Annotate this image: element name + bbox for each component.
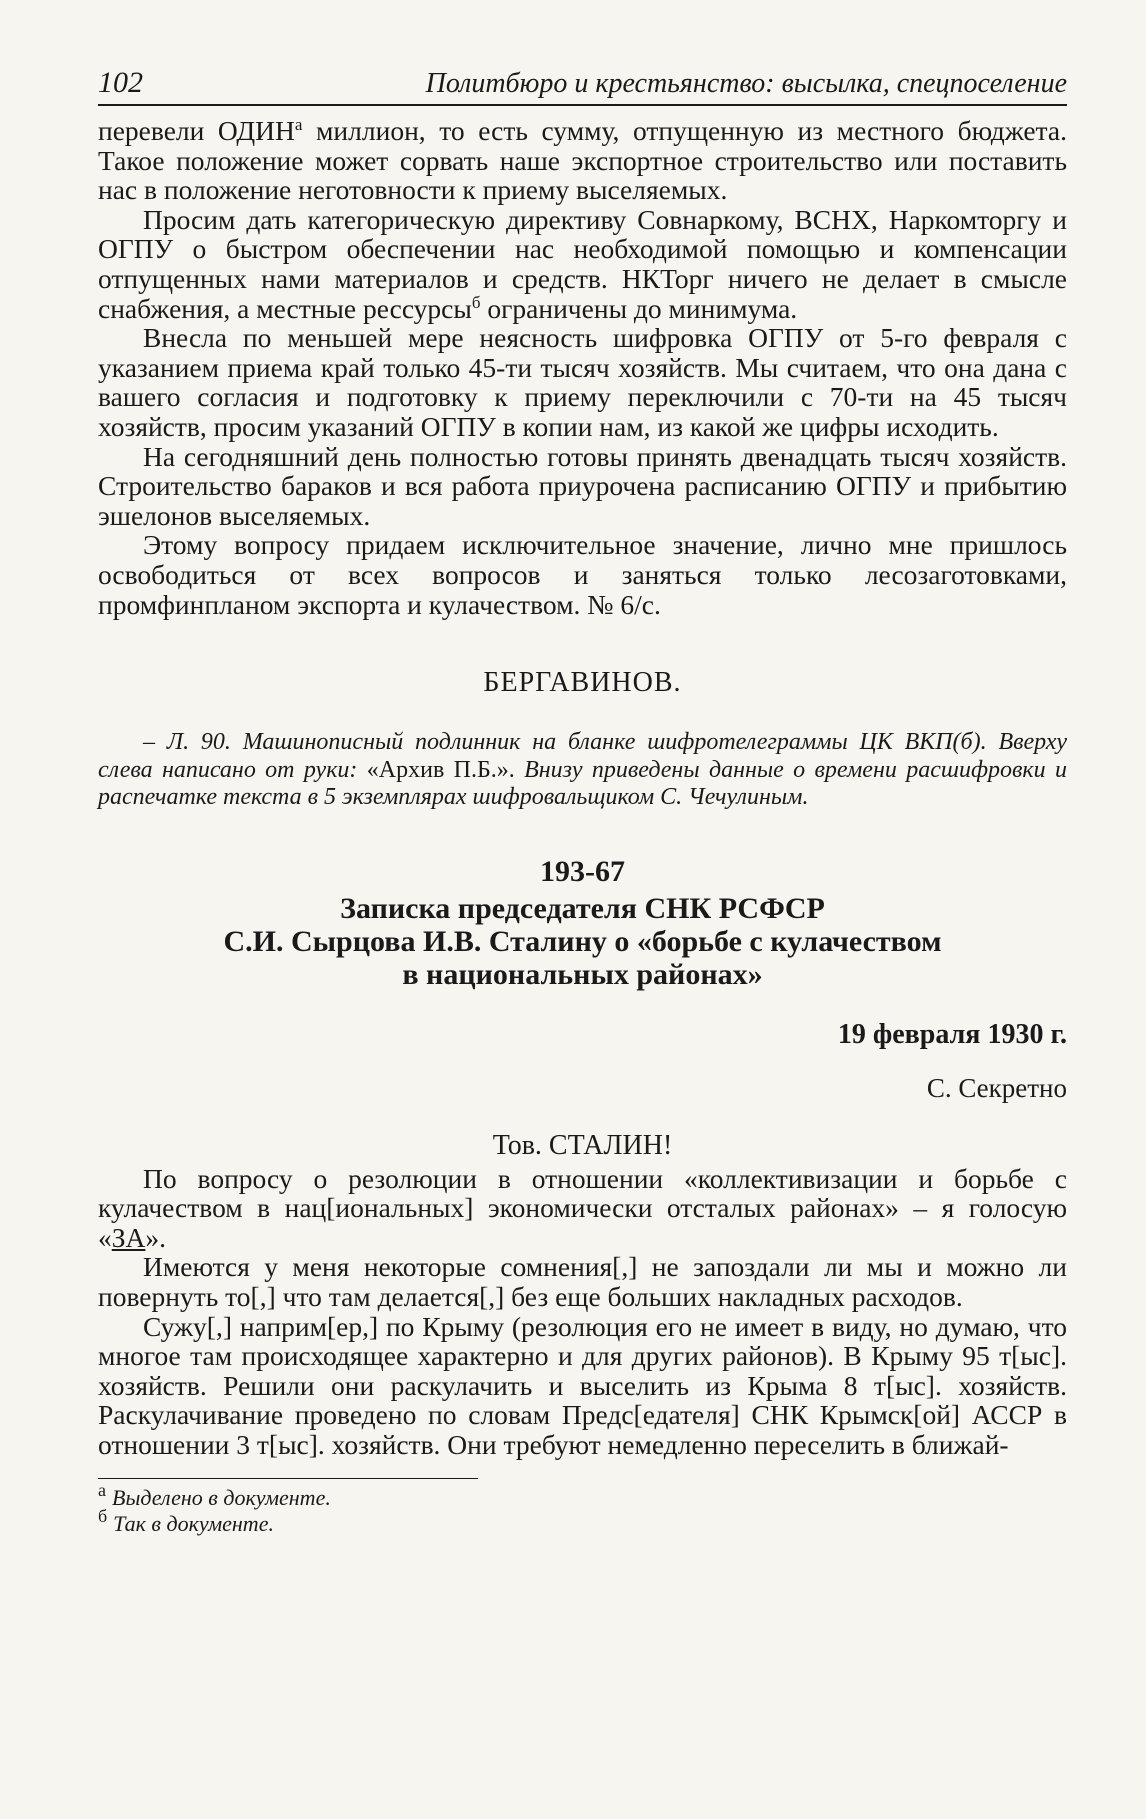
footnote-label: а <box>98 1480 106 1501</box>
text-run: ». <box>145 1221 167 1253</box>
source-text: – Л. 90. Машинописный подлинник на бланке шифротелеграммы ЦК ВКП(б). Вверху слева написано от руки: <box>98 729 1067 783</box>
document-number: 193-67 <box>540 854 625 888</box>
footnote-label: б <box>98 1506 108 1527</box>
source-quote: «Архив П.Б.». <box>366 756 515 783</box>
paragraph: Этому вопросу придаем исключительное значение, лично мне пришлось освободиться от всех вопросов и заняться только лесозаготовками, промфинпланом экспорта и кулачеством. № 6/с. <box>98 529 1067 620</box>
footnote-text: Так в документе. <box>113 1510 274 1536</box>
source-text: Внизу приведены данные о времени расшифровки и распечатке текста в 5 экземплярах шифровальщиком С. Чечулиным. <box>98 756 1068 811</box>
paragraph: Имеются у меня некоторые сомнения[,] не запоздали ли мы и можно ли повернуть то[,] что там делается[,] без еще больших накладных расходов. <box>98 1251 1067 1312</box>
document-date: 19 февраля 1930 г. <box>837 1018 1067 1050</box>
underlined-text: ЗА <box>111 1221 146 1253</box>
footnote-text: Выделено в документе. <box>112 1484 331 1510</box>
title-line: С.И. Сырцова И.В. Сталину о «борьбе с кулачеством <box>223 924 942 958</box>
footnotes <box>98 1480 1067 1537</box>
archival-source-note <box>98 729 1067 812</box>
paragraph: Внесла по меньшей мере неясность шифровка ОГПУ от 5-го февраля с указанием приема край только 45-ти тысяч хозяйств. Мы считаем, что она дана с вашего согласия и подготовку к приему переключили с 70-ти на 45 тысяч хозяйств, просим указаний ОГПУ в копии нам, из какой же цифры исходить. <box>98 322 1067 442</box>
text-run: миллион, то есть сумму, отпущенную из местного бюджета. Такое положение может сорвать наше экспортное строительство или поставить нас в положение неготовности к приему выселяемых. <box>98 115 1067 206</box>
paragraph: Сужу[,] наприм[ер,] по Крыму (резолюция его не имеет в виду, но думаю, что многое там происходящее характерно и для других районов). В Крыму 95 т[ыс]. хозяйств. Решили они раскулачить и выселить из Крыма 8 т[ыс]. хозяйств. Раскулачивание проведено по словам Предс[едателя] СНК Крымск[ой] АССР в отношении 3 т[ыс]. хозяйств. Они требуют немедленно переселить в ближай- <box>98 1310 1067 1460</box>
footnote <box>98 1506 1067 1537</box>
document-1-body <box>98 116 1067 619</box>
secrecy-stamp: С. Секретно <box>926 1072 1067 1103</box>
title-line: Записка председателя СНК РСФСР <box>340 891 825 925</box>
text-run: Просим дать категорическую директиву Совнаркому, ВСНХ, Наркомторгу и ОГПУ о быстром обеспечении нас необходимой помощью и компенсации отпущенных нами материалов и средств. НКТорг ничего не делает в смысле снабжения, а местные рессурсы <box>98 203 1067 324</box>
signature: БЕРГАВИНОВ. <box>483 667 682 699</box>
running-header <box>98 66 1067 106</box>
paragraph <box>98 1164 1067 1253</box>
footnote <box>98 1480 1067 1511</box>
footnote-divider <box>98 1478 478 1479</box>
page-number: 102 <box>98 66 143 99</box>
document-2-body <box>98 1164 1067 1460</box>
text-run: ограничены до минимума. <box>480 292 798 324</box>
text-run: По вопросу о резолюции в отношении «коллективизации и борьбе с кулачеством в нац[иональных] экономически отсталых районах» – я голосую « <box>98 1162 1067 1253</box>
paragraph <box>98 116 1067 205</box>
document-title <box>98 892 1067 991</box>
running-title: Политбюро и крестьянство: высылка, спецпоселение <box>425 68 1067 99</box>
paragraph <box>98 205 1067 323</box>
footnote-mark: б <box>471 292 481 312</box>
title-line: в национальных районах» <box>402 957 763 991</box>
salutation: Тов. СТАЛИН! <box>492 1129 673 1161</box>
text-run: перевели ОДИН <box>98 115 295 146</box>
footnote-mark: а <box>294 114 303 134</box>
paragraph: На сегодняшний день полностью готовы принять двенадцать тысяч хозяйств. Строительство бараков и вся работа приурочена расписанию ОГПУ и прибытию эшелонов выселяемых. <box>98 440 1067 531</box>
